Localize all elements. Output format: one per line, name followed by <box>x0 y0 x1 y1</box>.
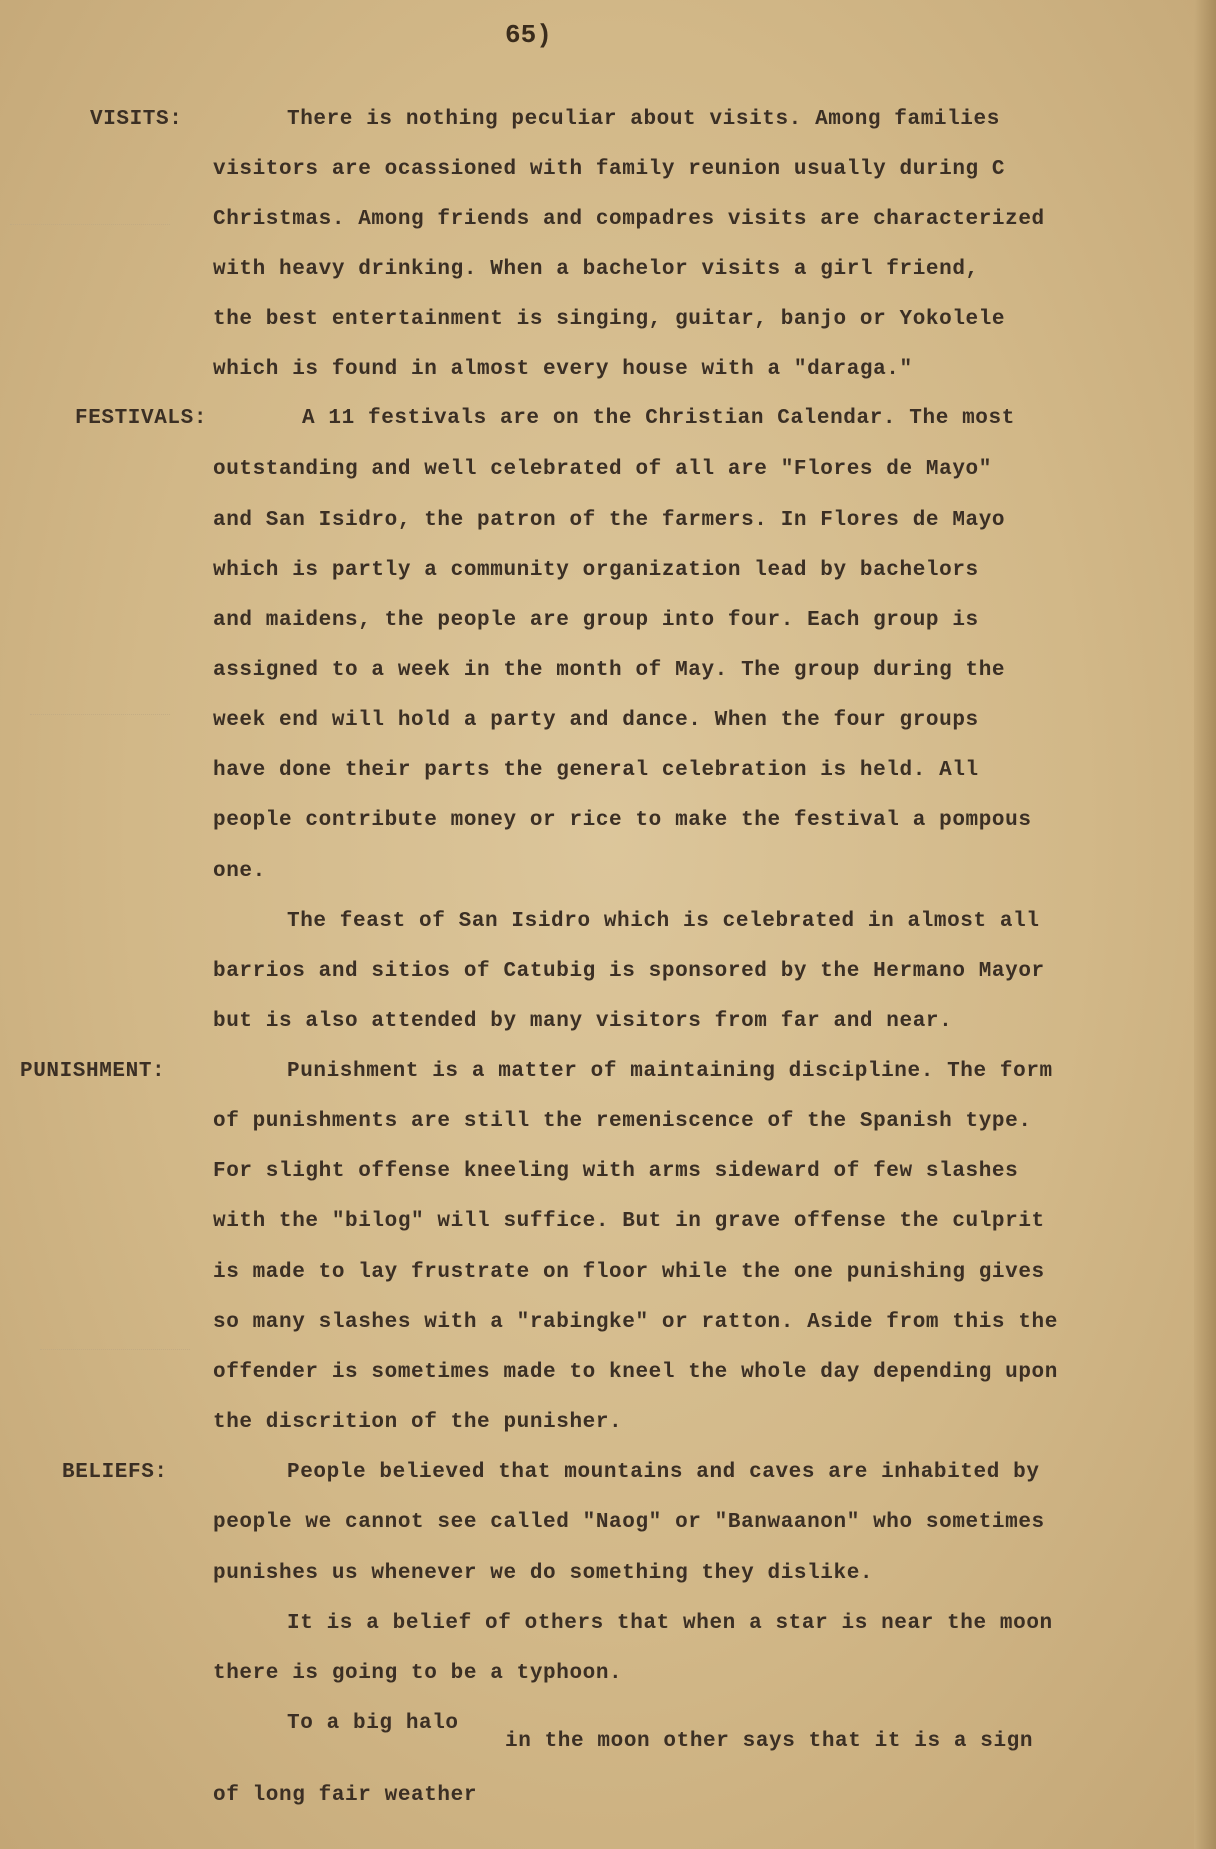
text-line: one. <box>213 860 266 883</box>
text-line: The feast of San Isidro which is celebrated in almost all <box>287 910 1040 933</box>
text-line: with heavy drinking. When a bachelor visits a girl friend, <box>213 258 979 281</box>
text-line: People believed that mountains and caves are inhabited by <box>287 1461 1040 1484</box>
text-line: which is found in almost every house with a "daraga." <box>213 358 913 381</box>
text-line: have done their parts the general celebration is held. All <box>213 759 979 782</box>
text-line: A 11 festivals are on the Christian Calendar. The most <box>302 407 1015 430</box>
section-heading-beliefs: BELIEFS: <box>62 1461 168 1484</box>
text-line: week end will hold a party and dance. When the four groups <box>213 709 979 732</box>
text-line: in the moon other says that it is a sign <box>505 1730 1034 1753</box>
section-heading-punishment: PUNISHMENT: <box>20 1060 166 1083</box>
section-heading-festivals: FESTIVALS: <box>75 407 208 430</box>
page-number: 65) <box>505 20 552 50</box>
text-line: Christmas. Among friends and compadres visits are characterized <box>213 208 1045 231</box>
text-line: There is nothing peculiar about visits. Among families <box>287 108 1000 131</box>
text-line: there is going to be a typhoon. <box>213 1662 623 1685</box>
text-line: offender is sometimes made to kneel the whole day depending upon <box>213 1361 1058 1384</box>
section-heading-visits: VISITS: <box>90 108 183 131</box>
bleed-through-mark <box>30 700 170 715</box>
bleed-through-mark <box>40 1335 190 1350</box>
text-line: and San Isidro, the patron of the farmers. In Flores de Mayo <box>213 509 1006 532</box>
text-line: the discrition of the punisher. <box>213 1411 623 1434</box>
text-line: and maidens, the people are group into four. Each group is <box>213 609 979 632</box>
text-line: of punishments are still the remeniscence of the Spanish type. <box>213 1110 1032 1133</box>
text-line: visitors are ocassioned with family reunion usually during C <box>213 158 1006 181</box>
text-line: so many slashes with a "rabingke" or ratton. Aside from this the <box>213 1311 1058 1334</box>
page-edge <box>1194 0 1216 1849</box>
text-line: but is also attended by many visitors from far and near. <box>213 1010 953 1033</box>
text-line: For slight offense kneeling with arms sideward of few slashes <box>213 1160 1019 1183</box>
text-line: barrios and sitios of Catubig is sponsored by the Hermano Mayor <box>213 960 1045 983</box>
text-line: To a big halo <box>287 1712 459 1735</box>
text-line: assigned to a week in the month of May. The group during the <box>213 659 1006 682</box>
text-line: punishes us whenever we do something they dislike. <box>213 1562 874 1585</box>
text-line: which is partly a community organization lead by bachelors <box>213 559 979 582</box>
text-line: It is a belief of others that when a star is near the moon <box>287 1612 1053 1635</box>
text-line: outstanding and well celebrated of all are "Flores de Mayo" <box>213 458 992 481</box>
bleed-through-mark <box>10 210 170 225</box>
text-line: people contribute money or rice to make the festival a pompous <box>213 809 1032 832</box>
text-line: people we cannot see called "Naog" or "Banwaanon" who sometimes <box>213 1511 1045 1534</box>
text-line: is made to lay frustrate on floor while the one punishing gives <box>213 1261 1045 1284</box>
text-line: the best entertainment is singing, guitar, banjo or Yokolele <box>213 308 1006 331</box>
text-line: with the "bilog" will suffice. But in grave offense the culprit <box>213 1210 1045 1233</box>
text-line: of long fair weather <box>213 1784 478 1807</box>
text-line: Punishment is a matter of maintaining discipline. The form <box>287 1060 1053 1083</box>
